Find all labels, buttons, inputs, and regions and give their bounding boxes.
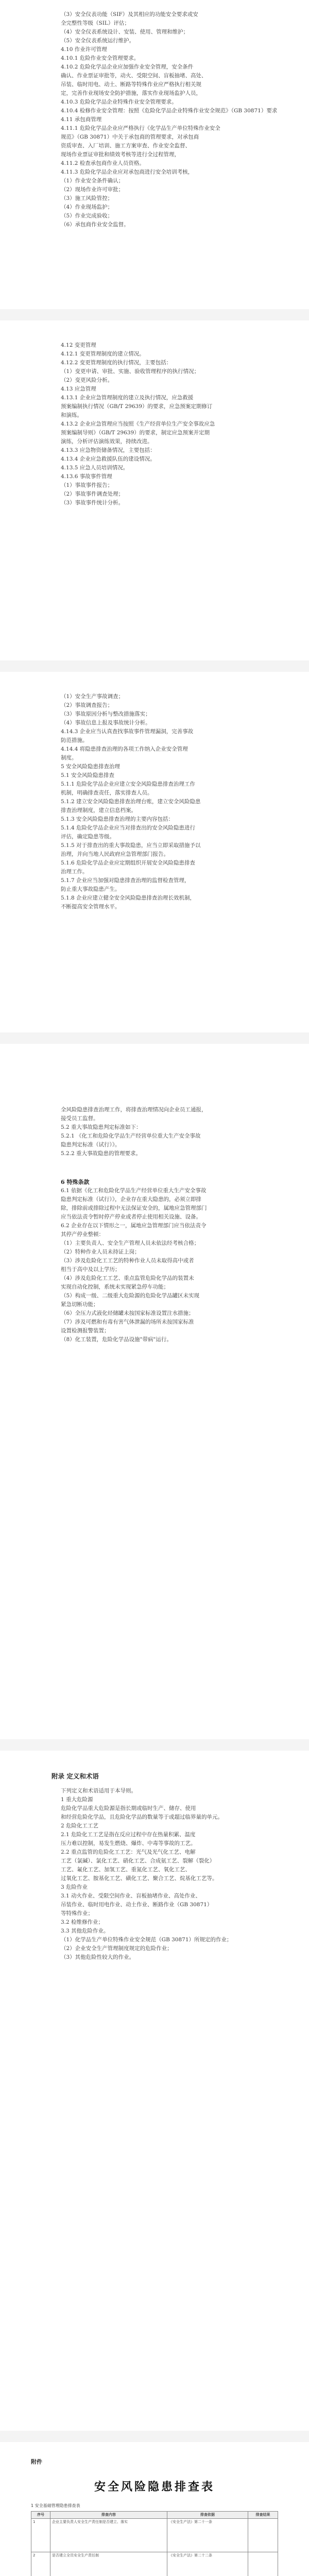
table-cell: 2 (31, 2552, 50, 2576)
text-line: 危险化学品重大危险源是指长期或临时生产、储存、使用 (61, 1805, 196, 1811)
text-line: 机制，明确排查责任，落实排查人员。 (61, 790, 153, 796)
page-gap (0, 2431, 309, 2442)
page-gap (0, 1739, 309, 1751)
text-line: （1）安全生产事故调查； (61, 693, 124, 700)
document-page-2 (0, 320, 309, 660)
text-line: （5）构成一级、二级重大危险源的危险化学品罐区未实现 (61, 1293, 200, 1299)
table-cell (248, 2552, 278, 2576)
text-line: 3.2 检维修作业； (61, 1919, 104, 1925)
table-cell (248, 2519, 278, 2552)
text-line: 制度。 (61, 755, 77, 761)
text-line: 5.1.5 对于排查出的重大事故隐患，应当立即采取措施予以 (61, 842, 201, 849)
special-clauses (61, 1178, 251, 1344)
text-line: （2）事故事件调查处理； (61, 491, 124, 497)
text-line: 3.3 其他危险作业。 (61, 1928, 109, 1934)
text-line: 5.1.3 安全风险隐患排查治理的主要内容包括： (61, 816, 174, 822)
text-line: 5.1.8 企业应建立健全安全风险隐患排查治理长效机制， (61, 895, 196, 901)
text-line: 4.11.3 危险化学品企业应对承包商进行安全培训考核， (61, 169, 194, 175)
text-line: 不断提高安全管理水平。 (61, 904, 121, 910)
text-line: 2 危险化工工艺 (61, 1823, 99, 1829)
text-line: （1）事故事件报告； (61, 482, 113, 488)
text-line: （2）变更风险分析。 (61, 377, 113, 383)
text-line: 4.10 作业许可管理 (61, 46, 107, 53)
text-line: 5 安全风险隐患排查治理 (61, 764, 121, 770)
text-line: 全风险隐患排查治理工作，将排查治理情况向企业员工通报， (61, 1107, 207, 1113)
text-line: 4.13.2 企业应急管理应当按照《生产经营单位生产安全事故应急 (61, 421, 215, 427)
text-line: 应当依法责令暂时停产停业或者停止使用相关设施、设备。 (61, 1214, 201, 1220)
text-line: 4.13.6 事故事件管理 (61, 473, 112, 480)
text-line: 和演练。 (61, 412, 82, 418)
text-line: 1 重大危险源 (61, 1797, 93, 1803)
text-line: 4.10.2 危险化学品企业应加强作业安全管理，安全条件 (61, 64, 194, 70)
section-d-text (61, 1106, 251, 1158)
text-line: 工艺、氟化工艺、加氢工艺、重氮化工艺、氧化工艺、 (61, 1867, 191, 1873)
text-line: 6.1 依据《化工和危险化学品生产经营单位重大生产安全事故 (61, 1188, 207, 1194)
text-line: 4.14.4 将隐患排查治理的各项工作纳入企业安全管理 (61, 746, 188, 752)
text-line: 4.11 承包商管理 (61, 116, 102, 123)
text-line: 工艺（氯碱）、氯化工艺、硝化工艺、合成氨工艺、裂解（裂化） (61, 1858, 215, 1864)
text-line: （4）涉及危险化工工艺、重点监管危险化学品的装置未 (61, 1275, 194, 1281)
header-cell: 排查依据 (167, 2512, 248, 2519)
text-line: 6.2 企业存在以下情形之一，属地应急管理部门应当依法责令 (61, 1223, 207, 1229)
table-cell: 《安全生产法》第二十一条 (167, 2519, 248, 2552)
document-page-1 (0, 0, 309, 309)
text-line: 吊装、临时用电、动土、断路等特殊作业应严格执行相关规 (61, 81, 201, 88)
text-line: 压力难以控制，易发生燃烧、爆炸、中毒等事故的工艺。 (61, 1840, 196, 1846)
text-line: 4.13.3 应急物资储备情况，主要包括： (61, 447, 156, 453)
document-page-4 (0, 1044, 309, 1739)
page-gap (0, 309, 309, 320)
text-line: 5.2 重大事故隐患判定标准如下： (61, 1124, 142, 1130)
text-line: （2）事故调查报告； (61, 702, 113, 708)
text-line: 5.1 安全风险隐患排查 (61, 772, 115, 778)
text-line: 隐患判定标准（试行）》，企业存在重大隐患的，必须立即排 (61, 1196, 201, 1202)
text-line: 4.11.1 危险化学品企业应严格执行《化学品生产单位特殊作业安全 (61, 125, 220, 131)
text-line: 实现自动化控制，系统未实现紧急停车功能； (61, 1284, 169, 1290)
document-page-6 (0, 2442, 309, 2576)
text-line: （8）化工装置，危险化学品设施"带病"运行。 (61, 1336, 172, 1343)
text-line: （7）涉及可燃和有毒有害气体泄漏的场所未按国家标准 (61, 1319, 194, 1325)
text-line: （5）作业完成验收； (61, 213, 113, 219)
text-line: 4.13.5 应急人员培训情况。 (61, 465, 129, 471)
appendix-definitions-heading: 附录 定义和术语 (52, 1772, 99, 1780)
text-line: 设置检测报警装置； (61, 1328, 110, 1334)
text-line: 4.10.1 危险作业安全管理要求。 (61, 55, 140, 61)
page-gap (0, 1032, 309, 1044)
hazard-checklist-table (31, 2511, 278, 2576)
text-line: （2）特种作业人员未持证上岗； (61, 1249, 140, 1255)
text-line: 紧急切断功能； (61, 1301, 99, 1308)
text-line: 4.13.4 企业应急救援队伍的建设情况。 (61, 456, 156, 462)
text-line: 3 危险作业 (61, 1884, 88, 1890)
text-line: （4）安全仪表系统设计、安装、使用、管理和维护； (61, 29, 189, 35)
section-c-text (61, 692, 251, 911)
text-line: （4）作业现场监护； (61, 204, 113, 210)
text-line: 相当于高中及以上学历； (61, 1266, 121, 1273)
text-line: 预案编制执行情况（GB/T 29639）的要求，应急预案定期修订 (61, 403, 213, 410)
section-a-text (61, 10, 278, 229)
text-line: 规范》（GB 30871）中关于承包商的管理要求，对承包商 (61, 134, 199, 140)
table-row (31, 2519, 278, 2552)
text-line: 现场作业票证审批和绩效考核等进行全过程管理， (61, 151, 180, 158)
table-cell: 1 (31, 2519, 50, 2552)
table-cell: 《安全生产法》第二十二条 (167, 2552, 248, 2576)
document-page-5 (0, 1751, 309, 2431)
table-cell: 是否建立全员安全生产责任制 (50, 2552, 167, 2576)
text-line: （1）主要负责人、安全生产管理人员未依法经考核合格； (61, 1240, 200, 1246)
text-line: 接受员工监督。 (61, 1115, 99, 1122)
section-e-text (61, 1787, 251, 1962)
header-cell: 排查内容 (50, 2512, 167, 2519)
text-line: 4.11.2 检查承包商作业人员资格。 (61, 160, 145, 166)
text-line: （5）安全仪表系统运行维护。 (61, 38, 135, 44)
text-line: （1）化学品生产单位特殊作业安全规范（GB 30871）所规定的作业； (61, 1937, 232, 1943)
text-line: 防范措施。 (61, 737, 88, 743)
text-line: （1）作业安全条件确认； (61, 178, 124, 184)
text-line: 2.2 重点监管的危险化工工艺：光气及光气化工艺、电解 (61, 1849, 196, 1855)
text-line: 5.1.1 危险化学品企业应建立安全风险隐患排查治理工作 (61, 781, 196, 787)
text-line: （6）承包商作业安全监督。 (61, 222, 129, 228)
text-line: 吊装作业、临时用电作业、动土作业、断路作业（GB 30871） (61, 1902, 213, 1908)
text-line: 演练，分析评估演练效果，持续改进。 (61, 438, 153, 445)
text-line: 治理，并向当地人民政府应急管理部门报告。 (61, 851, 169, 857)
text-line: 5.1.4 危险化学品企业应当对排查出的安全风险隐患进行 (61, 825, 196, 831)
text-line: 4.12.1 变更管理制度的建立情况。 (61, 351, 145, 357)
text-line: （1）变更申请、审批、实施、验收管理程序的执行情况； (61, 368, 200, 375)
text-line: 5.1.7 企业应当加强对隐患排查治理的监督检查管理， (61, 877, 190, 884)
text-line: 隐患判定标准（试行）》。 (61, 1142, 121, 1148)
text-line: （2）现场作业许可审批； (61, 187, 124, 193)
table-cell: 企业主要负责人安全生产责任制是否建立、落实 (50, 2519, 167, 2552)
text-line: （2）企业安全生产管理制度规定的危险作业； (61, 1945, 173, 1952)
text-line: （3）其他危险性较大的作业。 (61, 1954, 135, 1960)
text-line: 4.14.3 企业应当认真查找事故事件管理漏洞，完善事故 (61, 728, 194, 735)
text-line: 下列定义和术语适用于本导则。 (61, 1788, 136, 1794)
header-cell: 排查结果 (248, 2512, 278, 2519)
text-line: 资质审查、入厂培训、施工方案审查、作业安全监督、 (61, 143, 191, 149)
page-gap (0, 660, 309, 672)
text-line: 排查治理制度，建立信息档案。 (61, 807, 136, 814)
text-line: （3）涉及危险化工工艺的特种作业人员未取得高中或者 (61, 1258, 194, 1264)
text-line: （6）全压力式液化烃储罐未按国家标准设置注水措施； (61, 1310, 194, 1316)
table-row (31, 2552, 278, 2576)
text-line: 评估，确定隐患等级。 (61, 834, 115, 840)
text-line: 除，排除前或排除过程中无法保证安全的，属地应急管理部门 (61, 1205, 207, 1211)
section-b-text (61, 341, 251, 507)
text-line: 4.10.3 危险化学品企业特殊作业安全管理要求。 (61, 99, 177, 105)
text-line: 防止重大事故隐患产生。 (61, 886, 121, 892)
header-cell: 序号 (31, 2512, 50, 2519)
text-line: 4.12 变更管理 (61, 342, 96, 348)
text-line: 等特殊作业； (61, 1910, 93, 1917)
text-line: 2.1 危险化工工艺是指在反应过程中存在热量积累、温度 (61, 1832, 196, 1838)
text-line: （3）施工风险管控； (61, 195, 113, 201)
document-page-3 (0, 672, 309, 1032)
text-line: 预案编制导则》（GB/T 29639）的要求，制定应急预案并定期 (61, 430, 210, 436)
text-line: 其停产停业整顿： (61, 1231, 104, 1238)
text-line: 治理工作。 (61, 869, 88, 875)
text-line: 4.13.1 企业应急管理制度的建立及执行情况，应急救援 (61, 395, 194, 401)
text-line: 全完整性等级（SIL）评估； (61, 20, 130, 26)
special-heading: 6 特殊条款 (61, 1179, 90, 1185)
text-line: 5.1.6 危险化学品企业应定期组织开展安全风险隐患排查 (61, 860, 196, 866)
text-line: （4）事故信息上报及事故统计分析。 (61, 720, 151, 726)
text-line: 5.2.1 《化工和危险化学品生产经营单位重大生产安全事故 (61, 1133, 201, 1139)
text-line: 3.1 动火作业、受限空间作业、盲板抽堵作业、高处作业、 (61, 1893, 201, 1899)
text-line: 过氧化工艺、胺基化工艺、磺化工艺、聚合工艺、烷基化工艺等。 (61, 1875, 218, 1882)
appendix-label: 附件 (31, 2459, 42, 2465)
appendix-title: 安全风险隐患排查表 (94, 2481, 215, 2494)
text-line: 4.13 应急管理 (61, 386, 96, 392)
text-line: 确认、作业票证审批等，动火、受限空间、盲板抽堵、高处、 (61, 73, 207, 79)
table-header-row (31, 2512, 278, 2519)
text-line: （3）事故原因分析与整改措施落实； (61, 711, 151, 717)
text-line: （3）安全仪表功能（SIF）及其相应的功能安全要求或安 (61, 11, 198, 18)
table-caption: 1 安全基础管理隐患排查表 (31, 2503, 80, 2508)
text-line: 和经营危险化学品，且危险化学品的数量等于或超过临界量的单元。 (61, 1814, 223, 1820)
text-line: 4.10.4 检修作业安全管理：按照《危险化学品企业特殊作业安全规范》（GB 30871）要求 (61, 108, 278, 114)
text-line: 5.2.2 重大事故隐患的管理要求。 (61, 1150, 142, 1157)
text-line: 定，完善作业现场安全防护措施，落实作业现场监护人员， (61, 90, 201, 96)
text-line: 5.1.2 建立安全风险隐患排查治理台账，建立安全风险隐患 (61, 799, 201, 805)
text-line: （3）事故事件统计分析。 (61, 500, 124, 506)
text-line: 4.12.2 变更管理制度的执行情况，主要包括： (61, 360, 172, 366)
